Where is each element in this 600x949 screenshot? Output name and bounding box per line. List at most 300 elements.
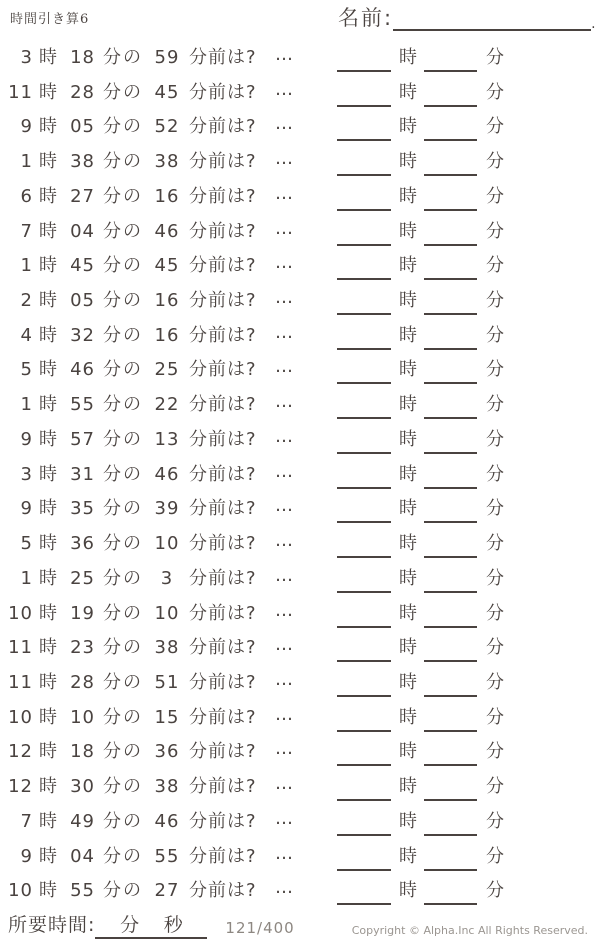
hour-value: 1 (20, 151, 33, 173)
minutes-before-question-label: 分前は? (189, 671, 257, 693)
answer-minute-blank (424, 288, 477, 315)
minute-value: 19 (70, 602, 95, 624)
answer-hour-unit-label: 時 (399, 324, 417, 346)
answer-hour-blank (337, 739, 391, 766)
answer-hour-unit-label: 時 (399, 741, 417, 763)
hour-value: 9 (20, 845, 33, 867)
minutes-before-value: 46 (154, 463, 180, 485)
minute-value: 04 (70, 845, 95, 867)
answer-minute-unit-label: 分 (486, 671, 504, 693)
hour-unit-label: 時 (39, 845, 57, 867)
answer-minute-unit-label: 分 (486, 533, 504, 555)
hour-value: 11 (8, 637, 33, 659)
answer-minute-unit-label: 分 (486, 255, 504, 277)
answer-minute-blank (424, 149, 477, 176)
minute-value: 35 (70, 498, 95, 520)
minutes-before-value: 46 (154, 220, 180, 242)
hour-unit-label: 時 (39, 706, 57, 728)
minute-value: 05 (70, 116, 95, 138)
answer-minute-unit-label: 分 (486, 359, 504, 381)
minute-of-label: 分の (103, 220, 143, 242)
problem-row (0, 531, 600, 566)
problem-row (0, 288, 600, 323)
answer-hour-unit-label: 時 (399, 880, 417, 902)
minute-of-label: 分の (103, 324, 143, 346)
minute-of-label: 分の (103, 151, 143, 173)
ellipsis: … (275, 287, 293, 309)
answer-minute-unit-label: 分 (486, 81, 504, 103)
answer-hour-unit-label: 時 (399, 185, 417, 207)
ellipsis: … (275, 425, 293, 447)
answer-minute-blank (424, 878, 477, 905)
hour-value: 1 (20, 255, 33, 277)
minute-of-label: 分の (103, 706, 143, 728)
minute-value: 30 (70, 776, 95, 798)
minutes-before-value: 36 (154, 741, 180, 763)
ellipsis: … (275, 842, 293, 864)
answer-minute-unit-label: 分 (486, 185, 504, 207)
minute-of-label: 分の (103, 116, 143, 138)
minute-value: 46 (70, 359, 95, 381)
answer-minute-unit-label: 分 (486, 290, 504, 312)
minutes-before-value: 51 (154, 671, 180, 693)
minute-of-label: 分の (103, 498, 143, 520)
minutes-before-value: 25 (154, 359, 180, 381)
answer-hour-unit-label: 時 (399, 220, 417, 242)
minute-of-label: 分の (103, 47, 143, 68)
hour-unit-label: 時 (39, 567, 57, 589)
minutes-before-value: 45 (154, 81, 180, 103)
page-number: 121/400 (225, 919, 295, 937)
minute-of-label: 分の (103, 394, 143, 416)
minute-of-label: 分の (103, 290, 143, 312)
minute-value: 05 (70, 290, 95, 312)
minute-of-label: 分の (103, 185, 143, 207)
answer-hour-unit-label: 時 (399, 116, 417, 138)
minute-value: 23 (70, 637, 95, 659)
minutes-before-question-label: 分前は? (189, 359, 257, 381)
minutes-before-question-label: 分前は? (189, 463, 257, 485)
problem-row (0, 392, 600, 427)
ellipsis: … (275, 668, 293, 690)
required-time-write-line (95, 912, 207, 939)
minutes-before-value: 10 (154, 533, 180, 555)
answer-minute-unit-label: 分 (486, 880, 504, 902)
answer-minute-unit-label: 分 (486, 741, 504, 763)
hour-unit-label: 時 (39, 463, 57, 485)
problem-list (0, 45, 600, 913)
answer-minute-blank (424, 774, 477, 801)
ellipsis: … (275, 703, 293, 725)
hour-value: 7 (20, 220, 33, 242)
answer-hour-unit-label: 時 (399, 290, 417, 312)
minute-value: 27 (70, 185, 95, 207)
problem-row (0, 80, 600, 115)
answer-hour-blank (337, 219, 391, 246)
answer-hour-blank (337, 80, 391, 107)
problem-row (0, 635, 600, 670)
answer-minute-unit-label: 分 (486, 47, 504, 68)
name-write-line (393, 5, 591, 31)
answer-hour-unit-label: 時 (399, 81, 417, 103)
name-line-end-dot: . (591, 16, 596, 32)
minutes-before-value: 16 (154, 324, 180, 346)
minute-value: 18 (70, 741, 95, 763)
minute-of-label: 分の (103, 463, 143, 485)
ellipsis: … (275, 807, 293, 829)
minute-of-label: 分の (103, 533, 143, 555)
minute-value: 28 (70, 671, 95, 693)
minute-of-label: 分の (103, 880, 143, 902)
minute-of-label: 分の (103, 845, 143, 867)
answer-hour-unit-label: 時 (399, 810, 417, 832)
answer-hour-blank (337, 774, 391, 801)
hour-unit-label: 時 (39, 394, 57, 416)
minute-value: 45 (70, 255, 95, 277)
answer-hour-unit-label: 時 (399, 498, 417, 520)
hour-value: 6 (20, 185, 33, 207)
answer-hour-blank (337, 462, 391, 489)
minutes-before-question-label: 分前は? (189, 567, 257, 589)
minute-of-label: 分の (103, 776, 143, 798)
ellipsis: … (275, 877, 293, 899)
answer-minute-unit-label: 分 (486, 428, 504, 450)
answer-minute-blank (424, 670, 477, 697)
minute-value: 25 (70, 567, 95, 589)
hour-unit-label: 時 (39, 81, 57, 103)
ellipsis: … (275, 564, 293, 586)
copyright-notice: Copyright © Alpha.Inc All Rights Reserved. (351, 924, 588, 937)
problem-row (0, 496, 600, 531)
hour-unit-label: 時 (39, 810, 57, 832)
ellipsis: … (275, 148, 293, 170)
answer-hour-unit-label: 時 (399, 463, 417, 485)
minute-of-label: 分の (103, 602, 143, 624)
problem-row (0, 184, 600, 219)
problem-row (0, 323, 600, 358)
minutes-before-question-label: 分前は? (189, 220, 257, 242)
answer-minute-unit-label: 分 (486, 637, 504, 659)
problem-row (0, 566, 600, 601)
problem-row (0, 357, 600, 392)
answer-hour-unit-label: 時 (399, 394, 417, 416)
answer-hour-blank (337, 566, 391, 593)
minutes-before-question-label: 分前は? (189, 47, 257, 68)
minutes-before-value: 38 (154, 776, 180, 798)
answer-minute-blank (424, 184, 477, 211)
answer-minute-blank (424, 323, 477, 350)
minute-value: 32 (70, 324, 95, 346)
problem-row (0, 253, 600, 288)
minutes-before-value: 3 (160, 567, 174, 589)
minutes-before-value: 59 (154, 47, 180, 68)
minute-value: 55 (70, 394, 95, 416)
answer-minute-blank (424, 80, 477, 107)
answer-hour-blank (337, 496, 391, 523)
answer-hour-blank (337, 809, 391, 836)
minute-of-label: 分の (103, 741, 143, 763)
ellipsis: … (275, 530, 293, 552)
answer-minute-blank (424, 531, 477, 558)
minutes-before-question-label: 分前は? (189, 185, 257, 207)
answer-minute-blank (424, 635, 477, 662)
minutes-before-question-label: 分前は? (189, 880, 257, 902)
answer-minute-blank (424, 427, 477, 454)
hour-value: 7 (20, 810, 33, 832)
ellipsis: … (275, 321, 293, 343)
answer-minute-unit-label: 分 (486, 567, 504, 589)
answer-hour-blank (337, 705, 391, 732)
name-label: 名前: (338, 6, 394, 30)
minute-value: 49 (70, 810, 95, 832)
answer-hour-unit-label: 時 (399, 151, 417, 173)
hour-unit-label: 時 (39, 498, 57, 520)
answer-hour-unit-label: 時 (399, 47, 417, 68)
minutes-before-question-label: 分前は? (189, 116, 257, 138)
hour-unit-label: 時 (39, 255, 57, 277)
problem-row (0, 149, 600, 184)
hour-value: 3 (20, 47, 33, 68)
minute-value: 10 (70, 706, 95, 728)
hour-unit-label: 時 (39, 776, 57, 798)
answer-hour-unit-label: 時 (399, 567, 417, 589)
minute-unit-label: 分 (120, 914, 140, 936)
minutes-before-value: 38 (154, 637, 180, 659)
hour-value: 4 (20, 324, 33, 346)
ellipsis: … (275, 78, 293, 100)
minute-of-label: 分の (103, 255, 143, 277)
answer-hour-blank (337, 670, 391, 697)
footer (8, 912, 592, 944)
minute-value: 04 (70, 220, 95, 242)
minutes-before-question-label: 分前は? (189, 324, 257, 346)
hour-value: 11 (8, 671, 33, 693)
minutes-before-question-label: 分前は? (189, 290, 257, 312)
minute-value: 28 (70, 81, 95, 103)
ellipsis: … (275, 495, 293, 517)
hour-value: 1 (20, 567, 33, 589)
answer-minute-blank (424, 601, 477, 628)
answer-minute-unit-label: 分 (486, 394, 504, 416)
answer-hour-blank (337, 635, 391, 662)
minutes-before-question-label: 分前は? (189, 394, 257, 416)
ellipsis: … (275, 217, 293, 239)
answer-minute-blank (424, 392, 477, 419)
minute-value: 38 (70, 151, 95, 173)
minute-value: 18 (70, 47, 95, 68)
hour-unit-label: 時 (39, 185, 57, 207)
answer-hour-blank (337, 288, 391, 315)
worksheet-title: 時間引き算6 (10, 12, 90, 27)
hour-unit-label: 時 (39, 637, 57, 659)
answer-minute-blank (424, 219, 477, 246)
answer-hour-blank (337, 45, 391, 72)
hour-value: 2 (20, 290, 33, 312)
hour-unit-label: 時 (39, 220, 57, 242)
answer-hour-blank (337, 323, 391, 350)
answer-minute-unit-label: 分 (486, 845, 504, 867)
minute-of-label: 分の (103, 671, 143, 693)
answer-hour-blank (337, 531, 391, 558)
answer-hour-unit-label: 時 (399, 359, 417, 381)
problem-row (0, 45, 600, 80)
ellipsis: … (275, 391, 293, 413)
ellipsis: … (275, 773, 293, 795)
problem-row (0, 670, 600, 705)
minute-of-label: 分の (103, 810, 143, 832)
answer-minute-blank (424, 844, 477, 871)
minutes-before-value: 22 (154, 394, 180, 416)
minutes-before-value: 55 (154, 845, 180, 867)
ellipsis: … (275, 356, 293, 378)
minutes-before-value: 16 (154, 290, 180, 312)
minutes-before-question-label: 分前は? (189, 602, 257, 624)
ellipsis: … (275, 599, 293, 621)
hour-unit-label: 時 (39, 116, 57, 138)
answer-minute-unit-label: 分 (486, 151, 504, 173)
hour-value: 5 (20, 533, 33, 555)
answer-minute-unit-label: 分 (486, 810, 504, 832)
answer-minute-blank (424, 462, 477, 489)
answer-hour-unit-label: 時 (399, 776, 417, 798)
minute-value: 31 (70, 463, 95, 485)
problem-row (0, 705, 600, 740)
answer-hour-blank (337, 253, 391, 280)
ellipsis: … (275, 460, 293, 482)
problem-row (0, 601, 600, 636)
hour-value: 3 (20, 463, 33, 485)
answer-minute-blank (424, 705, 477, 732)
minute-value: 57 (70, 428, 95, 450)
answer-minute-unit-label: 分 (486, 706, 504, 728)
hour-value: 9 (20, 116, 33, 138)
name-field-area (338, 5, 596, 31)
ellipsis: … (275, 113, 293, 135)
problem-row (0, 219, 600, 254)
minutes-before-value: 39 (154, 498, 180, 520)
minute-of-label: 分の (103, 567, 143, 589)
ellipsis: … (275, 634, 293, 656)
minutes-before-value: 16 (154, 185, 180, 207)
hour-unit-label: 時 (39, 741, 57, 763)
problem-row (0, 774, 600, 809)
ellipsis: … (275, 44, 293, 65)
problem-row (0, 427, 600, 462)
minutes-before-value: 10 (154, 602, 180, 624)
answer-minute-unit-label: 分 (486, 220, 504, 242)
answer-hour-unit-label: 時 (399, 637, 417, 659)
problem-row (0, 462, 600, 497)
ellipsis: … (275, 182, 293, 204)
answer-hour-blank (337, 184, 391, 211)
answer-minute-unit-label: 分 (486, 324, 504, 346)
minutes-before-question-label: 分前は? (189, 776, 257, 798)
answer-hour-blank (337, 149, 391, 176)
minute-value: 36 (70, 533, 95, 555)
minutes-before-question-label: 分前は? (189, 498, 257, 520)
ellipsis: … (275, 252, 293, 274)
hour-unit-label: 時 (39, 290, 57, 312)
answer-minute-blank (424, 253, 477, 280)
hour-unit-label: 時 (39, 47, 57, 68)
minutes-before-value: 46 (154, 810, 180, 832)
hour-unit-label: 時 (39, 151, 57, 173)
hour-value: 12 (8, 741, 33, 763)
hour-value: 9 (20, 498, 33, 520)
hour-value: 10 (8, 880, 33, 902)
hour-unit-label: 時 (39, 602, 57, 624)
answer-hour-unit-label: 時 (399, 602, 417, 624)
problem-row (0, 878, 600, 913)
minutes-before-question-label: 分前は? (189, 845, 257, 867)
hour-unit-label: 時 (39, 880, 57, 902)
hour-value: 10 (8, 706, 33, 728)
answer-minute-blank (424, 45, 477, 72)
minutes-before-value: 27 (154, 880, 180, 902)
answer-hour-unit-label: 時 (399, 845, 417, 867)
minutes-before-question-label: 分前は? (189, 255, 257, 277)
answer-minute-unit-label: 分 (486, 602, 504, 624)
minutes-before-question-label: 分前は? (189, 81, 257, 103)
answer-hour-unit-label: 時 (399, 671, 417, 693)
minutes-before-question-label: 分前は? (189, 741, 257, 763)
answer-minute-unit-label: 分 (486, 776, 504, 798)
problem-row (0, 114, 600, 149)
minutes-before-question-label: 分前は? (189, 637, 257, 659)
answer-minute-blank (424, 357, 477, 384)
minutes-before-question-label: 分前は? (189, 533, 257, 555)
hour-unit-label: 時 (39, 671, 57, 693)
answer-hour-blank (337, 878, 391, 905)
minutes-before-question-label: 分前は? (189, 428, 257, 450)
ellipsis: … (275, 738, 293, 760)
answer-minute-blank (424, 114, 477, 141)
minute-of-label: 分の (103, 637, 143, 659)
minute-value: 55 (70, 880, 95, 902)
answer-hour-unit-label: 時 (399, 706, 417, 728)
required-time-label: 所要時間: (8, 914, 96, 936)
hour-unit-label: 時 (39, 428, 57, 450)
minutes-before-question-label: 分前は? (189, 706, 257, 728)
minutes-before-value: 38 (154, 151, 180, 173)
problem-row (0, 844, 600, 879)
answer-hour-unit-label: 時 (399, 533, 417, 555)
problem-row (0, 739, 600, 774)
minutes-before-value: 45 (154, 255, 180, 277)
answer-hour-blank (337, 357, 391, 384)
hour-value: 1 (20, 394, 33, 416)
hour-value: 9 (20, 428, 33, 450)
answer-hour-unit-label: 時 (399, 255, 417, 277)
answer-minute-blank (424, 566, 477, 593)
hour-value: 5 (20, 359, 33, 381)
answer-hour-blank (337, 392, 391, 419)
answer-hour-unit-label: 時 (399, 428, 417, 450)
problem-row (0, 809, 600, 844)
answer-minute-unit-label: 分 (486, 463, 504, 485)
minutes-before-value: 52 (154, 116, 180, 138)
minutes-before-question-label: 分前は? (189, 151, 257, 173)
answer-hour-blank (337, 844, 391, 871)
minutes-before-value: 13 (154, 428, 180, 450)
minutes-before-question-label: 分前は? (189, 810, 257, 832)
answer-minute-blank (424, 809, 477, 836)
second-unit-label: 秒 (163, 914, 183, 936)
minute-of-label: 分の (103, 359, 143, 381)
answer-hour-blank (337, 114, 391, 141)
answer-minute-blank (424, 496, 477, 523)
answer-minute-unit-label: 分 (486, 116, 504, 138)
